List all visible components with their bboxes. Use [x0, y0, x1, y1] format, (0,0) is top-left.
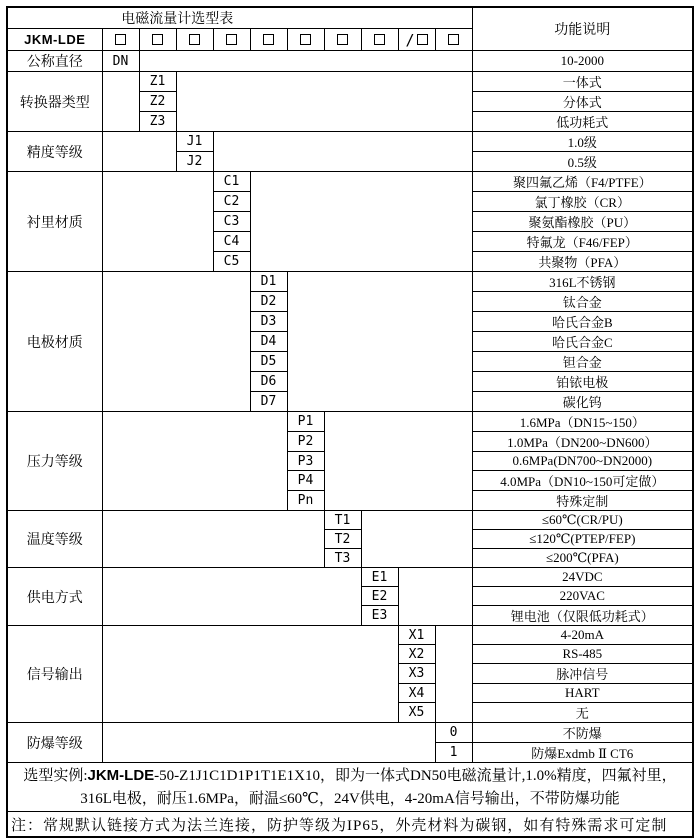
checkbox-cell — [287, 29, 324, 51]
code-cell: C4 — [213, 232, 250, 252]
section-label: 防爆等级 — [7, 723, 102, 763]
section-label: 压力等级 — [7, 412, 102, 511]
left-spacer-cell — [102, 412, 287, 511]
desc-cell: 防爆Exdmb Ⅱ CT6 — [472, 743, 693, 763]
right-spacer-cell — [139, 51, 472, 72]
spec-row — [7, 511, 693, 530]
code-cell: 0 — [435, 723, 472, 743]
section-label: 衬里材质 — [7, 172, 102, 272]
code-cell: P1 — [287, 412, 324, 432]
title-row — [7, 7, 693, 29]
checkbox-cell — [435, 29, 472, 51]
checkbox-cell — [361, 29, 398, 51]
code-cell: C3 — [213, 212, 250, 232]
left-spacer-cell — [102, 72, 139, 132]
section-label: 电极材质 — [7, 272, 102, 412]
checkbox-icon — [300, 34, 311, 45]
checkbox-icon — [337, 34, 348, 45]
desc-cell: 锂电池（仅限低功耗式） — [472, 606, 693, 626]
code-cell: X1 — [398, 626, 435, 645]
model-name: JKM-LDE — [7, 29, 102, 51]
code-cell: X2 — [398, 645, 435, 664]
right-spacer-cell — [361, 511, 472, 568]
spec-row — [7, 626, 693, 645]
code-cell: DN — [102, 51, 139, 72]
code-cell: Pn — [287, 491, 324, 511]
checkbox-cell — [213, 29, 250, 51]
code-cell: D1 — [250, 272, 287, 292]
right-spacer-cell — [435, 626, 472, 723]
desc-cell: 4.0MPa（DN10~150可定做） — [472, 471, 693, 491]
desc-cell: 不防爆 — [472, 723, 693, 743]
desc-cell: 氯丁橡胶（CR） — [472, 192, 693, 212]
code-cell: C2 — [213, 192, 250, 212]
code-cell: Z3 — [139, 112, 176, 132]
code-cell: X3 — [398, 664, 435, 684]
checkbox-cell — [102, 29, 139, 51]
example-line-1 — [8, 764, 692, 788]
desc-cell: 碳化钨 — [472, 392, 693, 412]
right-spacer-cell — [250, 172, 472, 272]
desc-cell: 1.6MPa（DN15~150） — [472, 412, 693, 432]
desc-cell: 10-2000 — [472, 51, 693, 72]
desc-cell: 220VAC — [472, 587, 693, 606]
desc-cell: 316L不锈钢 — [472, 272, 693, 292]
selection-table — [6, 6, 694, 838]
example-model-bold: JKM-LDE — [87, 766, 155, 784]
desc-cell: 特殊定制 — [472, 491, 693, 511]
left-spacer-cell — [102, 723, 435, 763]
right-spacer-cell — [287, 272, 472, 412]
code-cell: D3 — [250, 312, 287, 332]
code-cell: P2 — [287, 432, 324, 452]
code-cell: E3 — [361, 606, 398, 626]
checkbox-icon — [226, 34, 237, 45]
desc-cell: 哈氏合金B — [472, 312, 693, 332]
code-cell: D2 — [250, 292, 287, 312]
code-cell: Z2 — [139, 92, 176, 112]
code-cell: X4 — [398, 684, 435, 703]
code-cell: P4 — [287, 471, 324, 491]
desc-cell: 一体式 — [472, 72, 693, 92]
code-cell: J2 — [176, 152, 213, 172]
example-prefix: 选型实例: — [23, 767, 88, 784]
note-row — [7, 812, 693, 838]
section-label: 精度等级 — [7, 132, 102, 172]
desc-cell: 0.5级 — [472, 152, 693, 172]
table-title: 电磁流量计选型表 — [7, 7, 472, 29]
checkbox-icon — [374, 34, 385, 45]
code-cell: C1 — [213, 172, 250, 192]
right-spacer-cell — [324, 412, 472, 511]
checkbox-cell — [324, 29, 361, 51]
spec-row — [7, 172, 693, 192]
spec-row — [7, 272, 693, 292]
desc-cell: 分体式 — [472, 92, 693, 112]
desc-cell: 聚四氟乙烯（F4/PTFE） — [472, 172, 693, 192]
left-spacer-cell — [102, 132, 176, 172]
right-spacer-cell — [213, 132, 472, 172]
selection-example — [7, 763, 693, 812]
desc-cell: 1.0MPa（DN200~DN600） — [472, 432, 693, 452]
code-cell: E2 — [361, 587, 398, 606]
section-label: 转换器类型 — [7, 72, 102, 132]
desc-cell: 聚氨酯橡胶（PU） — [472, 212, 693, 232]
left-spacer-cell — [102, 568, 361, 626]
checkbox-cell — [250, 29, 287, 51]
example-row — [7, 763, 693, 812]
desc-cell: 24VDC — [472, 568, 693, 587]
desc-cell: 0.6MPa(DN700~DN2000) — [472, 452, 693, 471]
function-description-header: 功能说明 — [472, 7, 693, 51]
checkbox-cell — [176, 29, 213, 51]
desc-cell: 脉冲信号 — [472, 664, 693, 684]
code-cell: E1 — [361, 568, 398, 587]
example-rest: -50-Z1J1C1D1P1T1E1X10，即为一体式DN50电磁流量计,1.0%精度，四氟衬里， — [154, 767, 677, 784]
code-cell: J1 — [176, 132, 213, 152]
section-label: 供电方式 — [7, 568, 102, 626]
spec-row — [7, 412, 693, 432]
checkbox-icon — [189, 34, 200, 45]
code-cell: D5 — [250, 352, 287, 372]
checkbox-cell — [139, 29, 176, 51]
desc-cell: ≤120℃(PTEP/FEP) — [472, 530, 693, 549]
code-cell: T1 — [324, 511, 361, 530]
spec-row — [7, 51, 693, 72]
desc-cell: 无 — [472, 703, 693, 723]
desc-cell: 共聚物（PFA） — [472, 252, 693, 272]
section-label: 信号输出 — [7, 626, 102, 723]
left-spacer-cell — [102, 272, 250, 412]
spec-row — [7, 568, 693, 587]
desc-cell: RS-485 — [472, 645, 693, 664]
desc-cell: 钽合金 — [472, 352, 693, 372]
spec-row — [7, 132, 693, 152]
desc-cell: HART — [472, 684, 693, 703]
example-line-2: 316L电极，耐压1.6MPa，耐温≤60℃，24V供电，4-20mA信号输出，不带防爆功能 — [80, 790, 620, 807]
code-cell: P3 — [287, 452, 324, 471]
section-label: 公称直径 — [7, 51, 102, 72]
code-cell: D7 — [250, 392, 287, 412]
code-cell: X5 — [398, 703, 435, 723]
right-spacer-cell — [176, 72, 472, 132]
code-cell: 1 — [435, 743, 472, 763]
desc-cell: 铂铱电极 — [472, 372, 693, 392]
code-cell: T2 — [324, 530, 361, 549]
code-cell: T3 — [324, 549, 361, 568]
code-cell: D4 — [250, 332, 287, 352]
left-spacer-cell — [102, 626, 398, 723]
desc-cell: 1.0级 — [472, 132, 693, 152]
note-text: 注：常规默认链接方式为法兰连接，防护等级为IP65，外壳材料为碳钢，如有特殊需求可定制 — [7, 812, 693, 838]
code-cell: D6 — [250, 372, 287, 392]
desc-cell: 哈氏合金C — [472, 332, 693, 352]
spec-row — [7, 723, 693, 743]
checkbox-icon — [263, 34, 274, 45]
desc-cell: 钛合金 — [472, 292, 693, 312]
checkbox-icon — [115, 34, 126, 45]
code-cell: Z1 — [139, 72, 176, 92]
spec-row — [7, 72, 693, 92]
slash-mark: / — [405, 30, 415, 49]
checkbox-icon — [152, 34, 163, 45]
section-label: 温度等级 — [7, 511, 102, 568]
checkbox-icon — [417, 34, 428, 45]
desc-cell: ≤60℃(CR/PU) — [472, 511, 693, 530]
checkbox-icon — [448, 34, 459, 45]
checkbox-cell — [398, 29, 435, 51]
desc-cell: ≤200℃(PFA) — [472, 549, 693, 568]
code-cell: C5 — [213, 252, 250, 272]
desc-cell: 特氟龙（F46/FEP） — [472, 232, 693, 252]
right-spacer-cell — [398, 568, 472, 626]
left-spacer-cell — [102, 511, 324, 568]
left-spacer-cell — [102, 172, 213, 272]
desc-cell: 低功耗式 — [472, 112, 693, 132]
desc-cell: 4-20mA — [472, 626, 693, 645]
